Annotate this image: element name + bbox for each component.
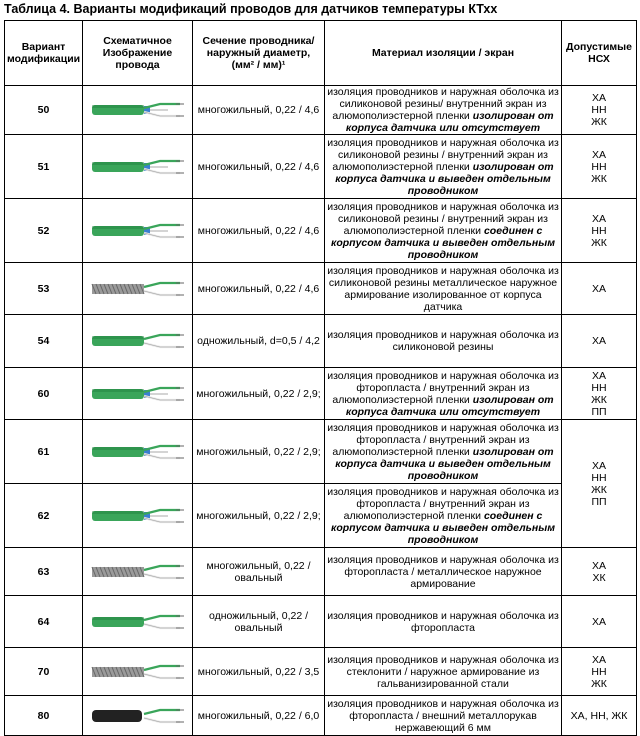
nsx-value: ЖК: [591, 483, 607, 496]
material-cell: [325, 420, 562, 484]
table-row: [5, 420, 637, 484]
table-row: [5, 548, 637, 596]
wire-image: [83, 548, 193, 596]
variant-cell: 62: [5, 484, 83, 548]
nsx-value: ХА: [591, 369, 606, 382]
material-text: изоляция проводников и наружная оболочка из силиконовой резины металлическое наружное армирование изолированное от корпуса датчика: [327, 264, 559, 313]
table-row: [5, 368, 637, 420]
variant-cell: 63: [5, 548, 83, 596]
table-row: [5, 199, 637, 263]
variant-cell: 70: [5, 648, 83, 696]
nsx-cell: [562, 696, 637, 736]
material-cell: [325, 548, 562, 596]
nsx-cell: [562, 548, 637, 596]
section-cell: многожильный, 0,22 / 2,9;: [193, 484, 325, 548]
section-cell: многожильный, 0,22 / 4,6: [193, 199, 325, 263]
table-title: Таблица 4. Варианты модификаций проводов для датчиков температуры КТхх: [4, 2, 498, 16]
section-cell: многожильный, 0,22 / овальный: [193, 548, 325, 596]
material-cell: [325, 696, 562, 736]
wire-image: [83, 86, 193, 135]
material-text: изоляция проводников и наружная оболочка из силиконовой резины: [327, 329, 559, 353]
section-cell: многожильный, 0,22 / 6,0: [193, 696, 325, 736]
nsx-cell: [562, 648, 637, 696]
nsx-value: ХА: [591, 148, 606, 161]
variant-cell: 53: [5, 263, 83, 315]
material-text: изоляция проводников и наружная оболочка из фторопласта / внутренний экран из алюмополиэстерной пленки: [327, 485, 559, 522]
nsx-value: НН: [591, 381, 607, 394]
variant-cell: 54: [5, 315, 83, 368]
nsx-value: ХА: [591, 212, 606, 225]
wire-image: [83, 263, 193, 315]
material-cell: [325, 263, 562, 315]
nsx-cell: [562, 596, 637, 648]
material-text: изоляция проводников и наружная оболочка из силиконовой резины/ внутренний экран из алюмополиэстерной пленки: [327, 86, 559, 122]
nsx-value: ХА: [591, 459, 606, 472]
nsx-value: ХА: [591, 559, 606, 572]
material-cell: [325, 368, 562, 420]
variant-cell: 50: [5, 86, 83, 135]
header-scheme: Схематичное Изображение провода: [83, 21, 193, 86]
table-row: [5, 263, 637, 315]
nsx-value: ПП: [591, 495, 607, 508]
nsx-cell: [562, 420, 637, 548]
nsx-cell: [562, 199, 637, 263]
header-nsx: Допустимые НСХ: [562, 21, 637, 86]
wire-image: [83, 135, 193, 199]
nsx-value: НН: [591, 160, 607, 173]
variant-cell: 51: [5, 135, 83, 199]
section-cell: одножильный, 0,22 / овальный: [193, 596, 325, 648]
table-row: [5, 596, 637, 648]
nsx-value: ЖК: [591, 677, 607, 690]
material-text: изоляция проводников и наружная оболочка из фторопласта / внешний металлорукав нержавеющий 6 мм: [327, 697, 559, 734]
header-variant: Вариант модификации: [5, 21, 83, 86]
variant-cell: 64: [5, 596, 83, 648]
nsx-value: ХА: [591, 653, 606, 666]
wire-image: [83, 420, 193, 484]
variant-cell: 52: [5, 199, 83, 263]
table-row: [5, 86, 637, 135]
nsx-cell: [562, 368, 637, 420]
nsx-value: ЖК: [591, 393, 607, 406]
variant-cell: 61: [5, 420, 83, 484]
material-cell: [325, 648, 562, 696]
shield-note: соединен с корпусом датчика и выведен отдельным проводником: [331, 224, 555, 261]
section-cell: одножильный, d=0,5 / 4,2: [193, 315, 325, 368]
section-cell: многожильный, 0,22 / 4,6: [193, 135, 325, 199]
header-row: [5, 21, 637, 86]
section-cell: многожильный, 0,22 / 4,6: [193, 263, 325, 315]
shield-note: изолирован от корпуса датчика и выведен отдельным проводником: [335, 445, 554, 482]
material-cell: [325, 199, 562, 263]
nsx-cell: [562, 315, 637, 368]
table-row: [5, 315, 637, 368]
nsx-value: ХА: [591, 92, 606, 104]
nsx-value: ПП: [591, 405, 607, 418]
wire-image: [83, 484, 193, 548]
material-text: изоляция проводников и наружная оболочка из фторопласта: [327, 609, 559, 634]
nsx-value: ЖК: [591, 236, 607, 249]
wire-image: [83, 696, 193, 736]
section-cell: многожильный, 0,22 / 2,9;: [193, 368, 325, 420]
material-cell: [325, 484, 562, 548]
material-cell: [325, 315, 562, 368]
header-material: Материал изоляции / экран: [325, 21, 562, 86]
nsx-cell: [562, 135, 637, 199]
material-text: изоляция проводников и наружная оболочка из силиконовой резины / внутренний экран из алюмополиэстерной пленки: [327, 200, 559, 237]
nsx-value: НН: [591, 471, 607, 484]
shield-note: соединен с корпусом датчика и выведен отдельным проводником: [331, 509, 555, 546]
wire-image: [83, 315, 193, 368]
material-text: изоляция проводников и наружная оболочка из силиконовой резины / внутренний экран из алюмополиэстерной пленки: [327, 136, 559, 173]
nsx-value: ХА: [591, 282, 606, 295]
nsx-value: НН: [591, 665, 607, 678]
wire-variants-table: [4, 20, 637, 736]
nsx-cell: [562, 263, 637, 315]
shield-note: изолирован от корпуса датчика или отсутствует: [345, 110, 554, 134]
material-text: изоляция проводников и наружная оболочка из фторопласта / металлическое наружное армирование: [327, 553, 559, 590]
section-cell: многожильный, 0,22 / 2,9;: [193, 420, 325, 484]
shield-note: изолирован от корпуса датчика и выведен отдельным проводником: [335, 160, 554, 197]
section-cell: многожильный, 0,22 / 4,6: [193, 86, 325, 135]
material-cell: [325, 86, 562, 135]
table-row: [5, 484, 637, 548]
nsx-value: ХА: [591, 335, 606, 347]
header-section: Сечение проводника/ наружный диаметр, (мм² / мм)¹: [193, 21, 325, 86]
shield-note: изолирован от корпуса датчика или отсутствует: [345, 393, 554, 418]
variant-cell: 80: [5, 696, 83, 736]
material-cell: [325, 135, 562, 199]
material-text: изоляция проводников и наружная оболочка из стеклонити / наружное армирование из гальванизированной стали: [327, 653, 559, 690]
wire-image: [83, 199, 193, 263]
wire-image: [83, 648, 193, 696]
table-row: [5, 648, 637, 696]
section-cell: многожильный, 0,22 / 3,5: [193, 648, 325, 696]
nsx-value: НН: [591, 224, 607, 237]
table-body: [5, 86, 637, 736]
wire-image: [83, 596, 193, 648]
nsx-value: ЖК: [591, 116, 607, 128]
wire-image: [83, 368, 193, 420]
nsx-value: ХА, НН, ЖК: [570, 709, 628, 722]
material-text: изоляция проводников и наружная оболочка из фторопласта / внутренний экран из алюмополиэстерной пленки: [327, 369, 559, 406]
nsx-cell: [562, 86, 637, 135]
nsx-value: ХА: [591, 615, 606, 628]
nsx-value: НН: [591, 104, 607, 116]
variant-cell: 60: [5, 368, 83, 420]
material-text: изоляция проводников и наружная оболочка из фторопласта / внутренний экран из алюмополиэстерной пленки: [327, 421, 559, 458]
table-row: [5, 135, 637, 199]
table-row: [5, 696, 637, 736]
nsx-value: ЖК: [591, 172, 607, 185]
material-cell: [325, 596, 562, 648]
nsx-value: ХК: [592, 571, 606, 584]
